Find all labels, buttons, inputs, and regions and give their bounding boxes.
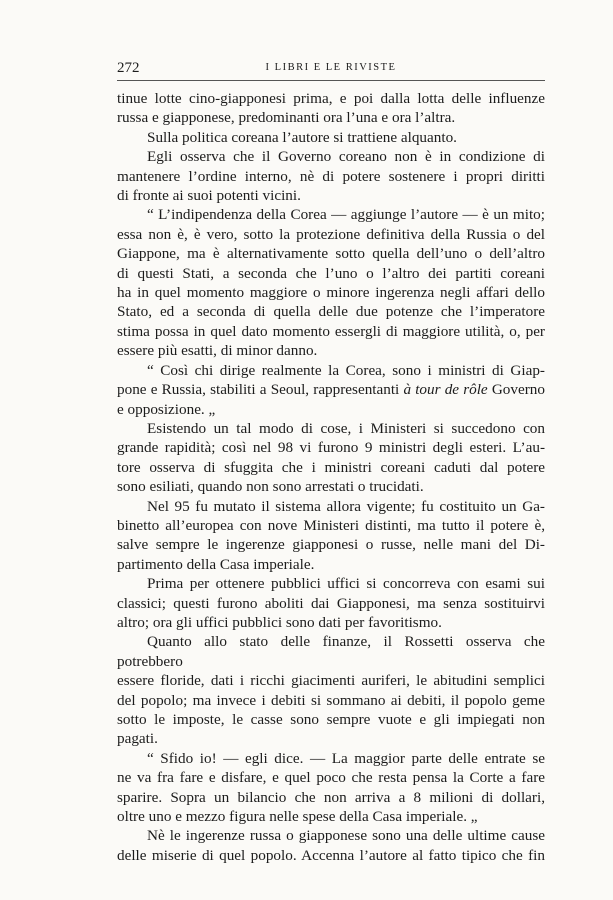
text-line: ne va fra fare e disfare, e quel poco che resta pensa la Corte a fare xyxy=(117,769,545,787)
text-line: mantenere l’ordine interno, nè di potere sostenere i propri diritti xyxy=(117,167,545,185)
text-line: Stato, ed a seconda di quella delle due potenze che l’imperatore xyxy=(117,303,545,321)
text-line: classici; questi furono aboliti dai Giapponesi, ma senza sostituirvi xyxy=(117,594,545,612)
text-line: di questi Stati, a seconda che l’uno o l’altro dei partiti coreani xyxy=(117,264,545,282)
running-title: I LIBRI E LE RIVISTE xyxy=(265,62,397,73)
text-line: di fronte ai suoi potenti vicini. xyxy=(117,187,301,205)
text-line: Quanto allo stato delle finanze, il Rossetti osserva che potrebbero xyxy=(117,633,545,670)
text-line: Prima per ottenere pubblici uffici si concorreva con esami sui xyxy=(147,575,545,593)
text-line: stima possa in quel dato momento essergli di maggiore utilità, o, per xyxy=(117,322,545,340)
text-line: Egli osserva che il Governo coreano non è in condizione di xyxy=(147,148,545,166)
page-number: 272 xyxy=(117,60,140,76)
text-segment: Governo xyxy=(487,381,545,399)
running-header xyxy=(117,58,545,81)
text-line: sotto le imposte, le casse sono sempre vuote e gli impiegati non xyxy=(117,711,545,728)
text-line: essa non è, è vero, sotto la protezione definitiva della Russia o del xyxy=(117,225,545,243)
text-segment: pone e Russia, stabiliti a Seoul, rappresentanti xyxy=(117,381,404,399)
text-line: altro; ora gli uffici pubblici sono dati per favoritismo. xyxy=(117,613,442,631)
text-line: binetto all’europea con nove Ministeri distinti, ma tutto il potere è, xyxy=(117,516,545,534)
text-line: pagati. xyxy=(117,730,158,748)
text-line: oltre uno e mezzo figura nelle spese della Casa imperiale. „ xyxy=(117,808,478,826)
text-line: e opposizione. „ xyxy=(117,400,216,418)
text-line: ha in quel momento maggiore o minore ingerenza negli affari dello xyxy=(117,284,545,302)
text-line: “ Così chi dirige realmente la Corea, sono i ministri di Giap- xyxy=(147,361,545,379)
text-line: tore osserva di sfuggita che i ministri coreani caduti dal potere xyxy=(117,458,545,476)
text-line: “ L’indipendenza della Corea — aggiunge l’autore — è un mito; xyxy=(147,206,545,224)
text-line: delle miserie di quel popolo. Accenna l’autore al fatto tipico che fin xyxy=(117,846,545,864)
text-line: Esistendo un tal modo di cose, i Ministeri si succedono con xyxy=(147,419,545,437)
text-line xyxy=(117,380,545,399)
text-line: sono esiliati, quando non sono arrestati o trucidati. xyxy=(117,478,424,496)
text-line: sparire. Sopra un bilancio che non arriva a 8 milioni di dollari, xyxy=(117,788,545,806)
text-line: “ Sfido io! — egli dice. — La maggior parte delle entrate se xyxy=(147,749,545,767)
body-text xyxy=(117,89,545,865)
text-line: partimento della Casa imperiale. xyxy=(117,555,315,573)
book-page xyxy=(117,58,545,865)
text-line: Nè le ingerenze russa o giapponese sono una delle ultime cause xyxy=(147,827,545,845)
text-line: Giappone, ma è alternativamente sotto quella dell’uno o dell’altro xyxy=(117,245,545,263)
text-line: grande rapidità; così nel 98 vi furono 9 ministri degli esteri. L’au- xyxy=(117,439,545,457)
italic-phrase: à tour de rôle xyxy=(403,381,488,399)
text-line: tinue lotte cino-giapponesi prima, e poi dalla lotta delle influenze xyxy=(117,90,545,107)
text-line: salve sempre le ingerenze giapponesi o russe, nelle mani del Di- xyxy=(117,536,545,554)
text-line: russa e giapponese, predominanti ora l’una e ora l’altra. xyxy=(117,109,456,127)
text-line: del popolo; ma invece i debiti si sommano ai debiti, il popolo geme xyxy=(117,691,545,709)
text-line: Sulla politica coreana l’autore si trattiene alquanto. xyxy=(147,128,457,146)
text-line: essere più esatti, di minor danno. xyxy=(117,342,318,360)
text-line: Nel 95 fu mutato il sistema allora vigente; fu costituito un Ga- xyxy=(147,497,545,515)
text-line: essere floride, dati i ricchi giacimenti auriferi, le abitudini semplici xyxy=(117,672,545,690)
